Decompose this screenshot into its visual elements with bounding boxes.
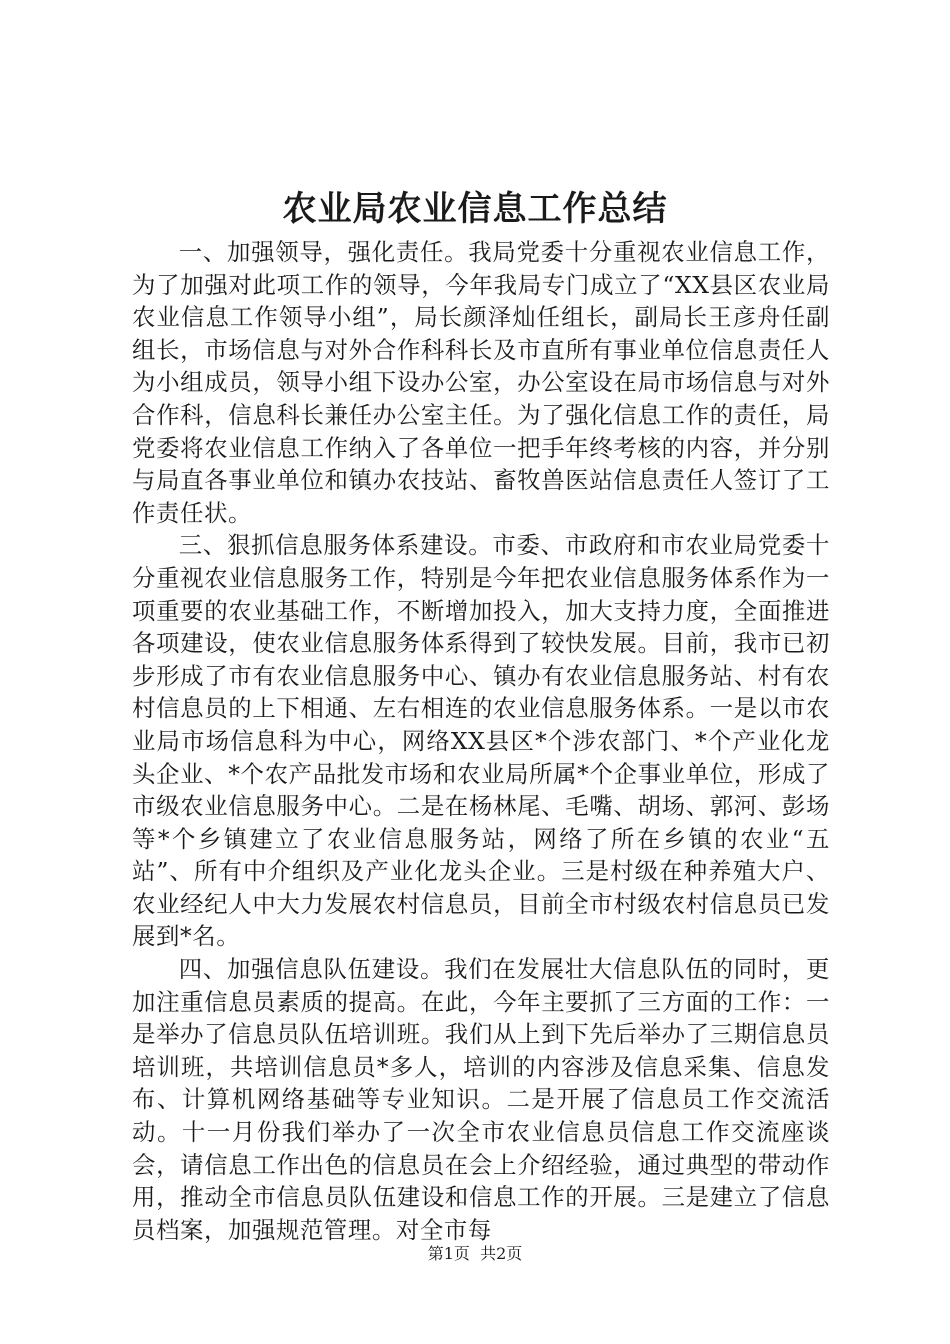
document-body <box>132 236 830 1246</box>
paragraph-2: 三、狠抓信息服务体系建设。市委、市政府和市农业局党委十分重视农业信息服务工作，特别是今年把农业信息服务体系作为一项重要的农业基础工作，不断增加投入，加大支持力度，全面推进各项建设，使农业信息服务体系得到了较快发展。目前，我市已初步形成了市有农业信息服务中心、镇办有农业信息服务站、村有农村信息员的上下相通、左右相连的农业信息服务体系。一是以市农业局市场信息科为中心，网络XX县区*个涉农部门、*个产业化龙头企业、*个农产品批发市场和农业局所属*个企事业单位，形成了市级农业信息服务中心。二是在杨林尾、毛嘴、胡场、郭河、彭场等*个乡镇建立了农业信息服务站，网络了所在乡镇的农业“五站”、所有中介组织及产业化龙头企业。三是村级在种养殖大户、农业经纪人中大力发展农村信息员，目前全市村级农村信息员已发展到*名。 <box>132 531 830 951</box>
paragraph-3: 四、加强信息队伍建设。我们在发展壮大信息队伍的同时，更加注重信息员素质的提高。在此，今年主要抓了三方面的工作：一是举办了信息员队伍培训班。我们从上到下先后举办了三期信息员培训班，共培训信息员*多人，培训的内容涉及信息采集、信息发布、计算机网络基础等专业知识。二是开展了信息员工作交流活动。十一月份我们举办了一次全市农业信息员信息工作交流座谈会，请信息工作出色的信息员在会上介绍经验，通过典型的带动作用，推动全市信息员队伍建设和信息工作的开展。三是建立了信息员档案，加强规范管理。对全市每 <box>132 955 830 1244</box>
page-footer <box>0 1243 950 1265</box>
footer-spacer <box>470 1244 480 1263</box>
paragraph-1: 一、加强领导，强化责任。我局党委十分重视农业信息工作，为了加强对此项工作的领导，今年我局专门成立了“XX县区农业局农业信息工作领导小组”，局长颜泽灿任组长，副局长王彦舟任副组长，市场信息与对外合作科科长及市直所有事业单位信息责任人为小组成员，领导小组下设办公室，办公室设在局市场信息与对外合作科，信息科长兼任办公室主任。为了强化信息工作的责任，局党委将农业信息工作纳入了各单位一把手年终考核的内容，并分别与局直各事业单位和镇办农技站、畜牧兽医站信息责任人签订了工作责任状。 <box>132 238 830 527</box>
page-number: 第1页 <box>427 1244 470 1263</box>
page-total: 共2页 <box>480 1244 523 1263</box>
document-title: 农业局农业信息工作总结 <box>282 189 668 229</box>
